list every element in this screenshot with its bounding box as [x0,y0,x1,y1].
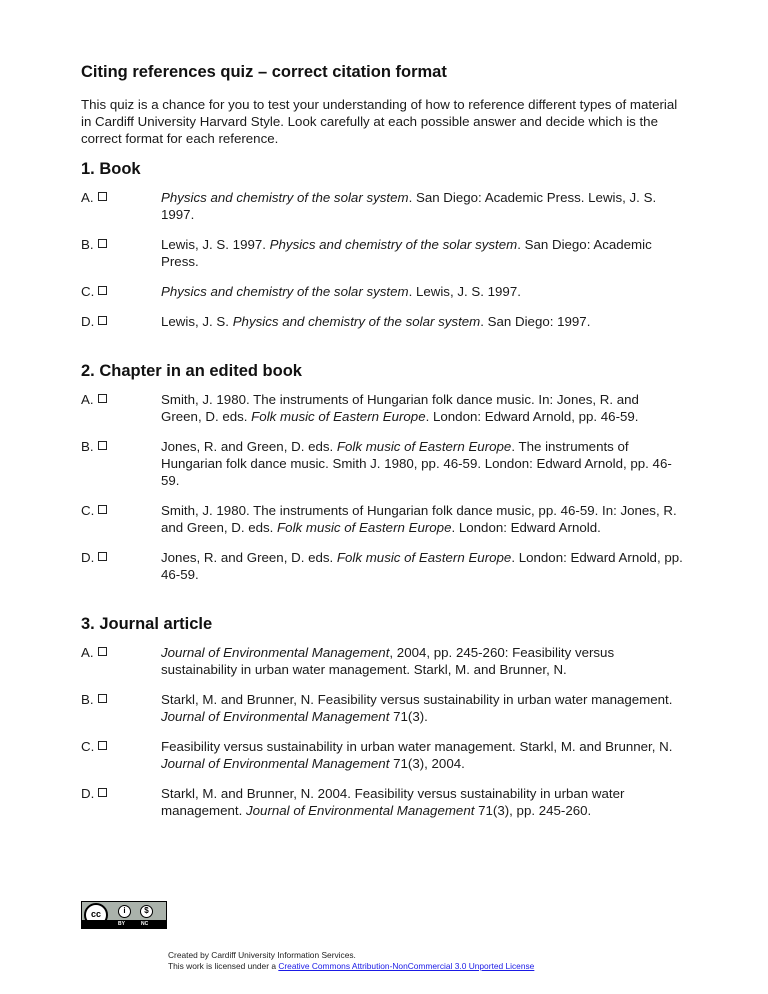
answer-checkbox[interactable] [98,286,107,295]
quiz-sections [81,159,691,819]
cc-license-badge [81,901,167,929]
citation-text [161,313,683,330]
section-heading: 3. Journal article [81,615,213,633]
citation-segment: . London: Edward Arnold, pp. 46-59. [425,409,639,424]
answer-option [81,313,691,330]
citation-italic-title: Folk music of Eastern Europe [336,550,512,565]
option-letter: B. [81,237,94,252]
citation-text [161,438,683,489]
answer-checkbox[interactable] [98,441,107,450]
answer-option [81,283,691,300]
answer-option [81,549,691,583]
quiz-section [81,361,691,583]
option-label [81,691,161,725]
citation-segment: Jones, R. and Green, D. eds. [161,439,337,454]
citation-segment: 71(3), 2004. [389,756,465,771]
citation-segment: Lewis, J. S. 1997. [161,237,270,252]
answer-checkbox[interactable] [98,788,107,797]
citation-text [161,236,683,270]
answer-option [81,502,691,536]
citation-segment: 71(3), pp. 245-260. [474,803,592,818]
option-letter: D. [81,314,95,329]
answer-checkbox[interactable] [98,239,107,248]
citation-text [161,549,683,583]
citation-segment: . The instruments of Hungarian folk dance music. Smith J. 1980, pp. 46-59. London: Edward Arnold, pp. 46-59. [161,439,672,488]
citation-text [161,391,683,425]
option-letter: B. [81,692,94,707]
section-heading: 1. Book [81,160,141,178]
option-letter: A. [81,190,94,205]
option-label [81,283,161,300]
citation-segment: Starkl, M. and Brunner, N. 2004. Feasibility versus sustainability in urban water management. [161,786,625,818]
citation-italic-title: Folk music of Eastern Europe [251,409,426,424]
quiz-section [81,159,691,330]
answer-checkbox[interactable] [98,741,107,750]
answer-checkbox[interactable] [98,394,107,403]
citation-italic-title: Folk music of Eastern Europe [336,439,512,454]
answer-option [81,691,691,725]
answer-option [81,738,691,772]
noncommercial-icon: $ [140,905,153,918]
answer-option [81,438,691,489]
citation-italic-title: Folk music of Eastern Europe [277,520,452,535]
citation-segment: Feasibility versus sustainability in urban water management. Starkl, M. and Brunner, N. [161,739,673,754]
citation-text [161,283,683,300]
citation-italic-title: Journal of Environmental Management [161,756,390,771]
license-link[interactable]: Creative Commons Attribution-NonCommercial 3.0 Unported License [278,961,535,971]
citation-segment: . San Diego: Academic Press. Lewis, J. S. 1997. [161,190,657,222]
option-label [81,391,161,425]
option-label [81,644,161,678]
citation-segment: Smith, J. 1980. The instruments of Hungarian folk dance music. In: Jones, R. and Green, D. eds. [161,392,639,424]
option-letter: C. [81,739,95,754]
citation-segment: Jones, R. and Green, D. eds. [161,550,337,565]
citation-segment: . London: Edward Arnold, pp. 46-59. [161,550,683,582]
option-label [81,313,161,330]
attribution-icon: i [118,905,131,918]
answer-checkbox[interactable] [98,552,107,561]
citation-text [161,189,683,223]
answer-option [81,785,691,819]
option-letter: B. [81,439,94,454]
by-label: BY [118,921,125,927]
answer-checkbox[interactable] [98,694,107,703]
footer [168,950,534,972]
option-letter: A. [81,392,94,407]
citation-text [161,644,683,678]
citation-segment: . San Diego: 1997. [480,314,591,329]
citation-text [161,738,683,772]
citation-italic-title: Journal of Environmental Management [161,645,390,660]
answer-checkbox[interactable] [98,192,107,201]
answer-checkbox[interactable] [98,505,107,514]
citation-text [161,691,683,725]
section-spacer [81,343,691,361]
answer-checkbox[interactable] [98,316,107,325]
section-spacer [81,596,691,614]
option-letter: D. [81,550,95,565]
option-letter: C. [81,284,95,299]
citation-italic-title: Journal of Environmental Management [161,709,390,724]
citation-segment: Lewis, J. S. [161,314,233,329]
citation-italic-title: Physics and chemistry of the solar system [269,237,518,252]
answer-option [81,236,691,270]
answer-option [81,391,691,425]
citation-italic-title: Journal of Environmental Management [246,803,475,818]
option-letter: C. [81,503,95,518]
option-label [81,236,161,270]
quiz-section [81,614,691,819]
option-letter: D. [81,786,95,801]
citation-italic-title: Physics and chemistry of the solar system [161,190,409,205]
page-title: Citing references quiz – correct citation format [81,63,447,81]
answer-option [81,189,691,223]
citation-segment: Starkl, M. and Brunner, N. Feasibility versus sustainability in urban water management. [161,692,673,707]
license-prefix: This work is licensed under a [168,961,279,971]
cc-icon: cc [84,903,108,927]
answer-checkbox[interactable] [98,647,107,656]
citation-text [161,502,683,536]
citation-segment: , 2004, pp. 245-260: Feasibility versus sustainability in urban water management. Starkl, M. and Brunner, N. [161,645,615,677]
option-label [81,738,161,772]
section-heading: 2. Chapter in an edited book [81,362,302,380]
citation-segment: Smith, J. 1980. The instruments of Hungarian folk dance music, pp. 46-59. In: Jones, R. and Green, D. eds. [161,503,677,535]
citation-text [161,785,683,819]
option-label [81,189,161,223]
citation-segment: 71(3). [389,709,428,724]
option-letter: A. [81,645,94,660]
quiz-document [81,62,691,832]
nc-label: NC [141,921,149,927]
citation-italic-title: Physics and chemistry of the solar system [161,284,409,299]
created-by-text: Created by Cardiff University Information Services. [168,950,356,960]
license-line [168,961,534,972]
option-label [81,785,161,819]
answer-option [81,644,691,678]
option-label [81,438,161,489]
citation-segment: . San Diego: Academic Press. [161,237,652,269]
intro-paragraph: This quiz is a chance for you to test your understanding of how to reference different types of material in Cardiff University Harvard Style. Look carefully at each possible answer and decide which is the correct format for each reference. [81,97,678,146]
citation-segment: . Lewis, J. S. 1997. [408,284,521,299]
citation-italic-title: Physics and chemistry of the solar system [232,314,481,329]
option-label [81,502,161,536]
citation-segment: . London: Edward Arnold. [451,520,601,535]
option-label [81,549,161,583]
